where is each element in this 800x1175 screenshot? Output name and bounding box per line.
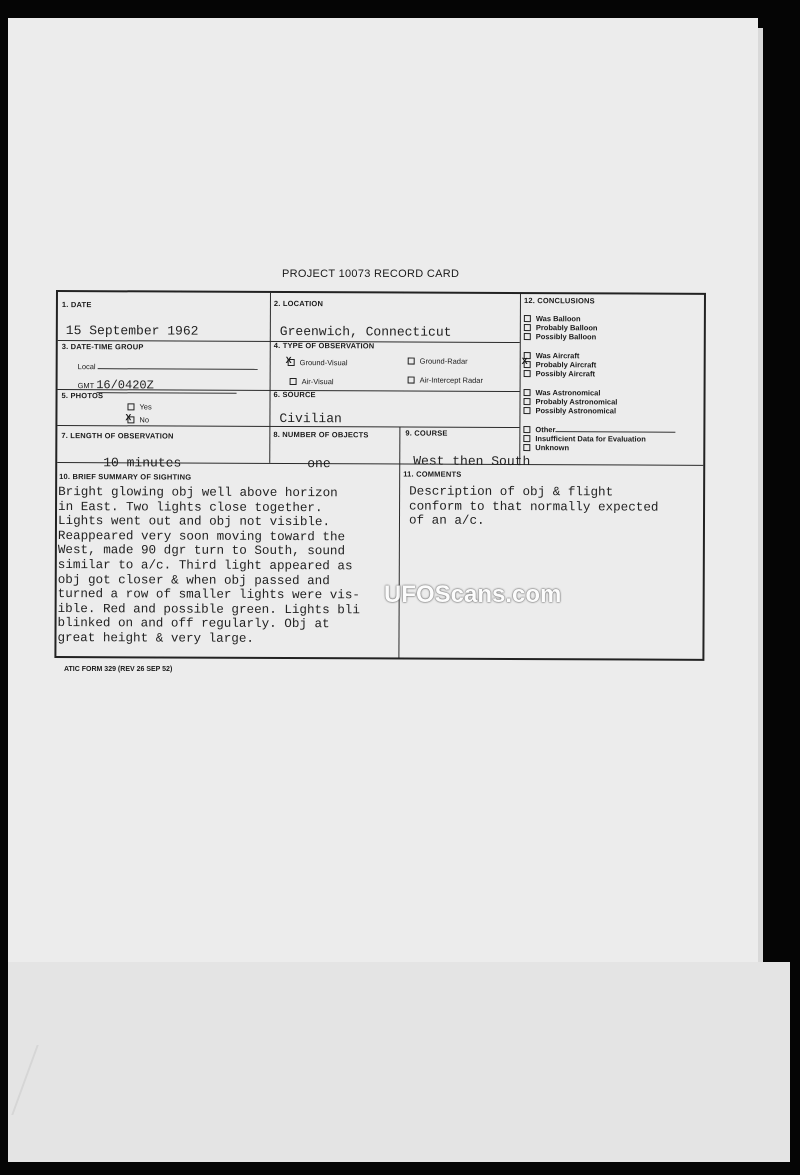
form-number: ATIC FORM 329 (REV 26 SEP 52) <box>64 666 173 673</box>
air-visual-option: Air-Visual <box>290 377 334 386</box>
location-label: 2. LOCATION <box>273 298 324 309</box>
type-label: 4. TYPE OF OBSERVATION <box>273 340 375 351</box>
checkbox-icon <box>523 444 530 451</box>
checkbox-icon <box>523 435 530 442</box>
conclusion-was-astronomical: Was Astronomical <box>524 388 601 397</box>
source-label: 6. SOURCE <box>273 389 316 400</box>
checkbox-icon <box>523 426 530 433</box>
checkbox-icon <box>408 357 415 364</box>
conclusion-probably-astronomical: Probably Astronomical <box>523 397 617 406</box>
checkbox-icon <box>290 378 297 385</box>
ground-radar-option: Ground-Radar <box>408 357 468 366</box>
air-intercept-option: Air-Intercept Radar <box>408 376 483 385</box>
checkbox-checked-icon <box>127 416 134 423</box>
checkbox-icon <box>524 398 531 405</box>
conclusion-possibly-balloon: Possibly Balloon <box>524 332 596 341</box>
course-value: West then South <box>413 453 531 470</box>
length-label: 7. LENGTH OF OBSERVATION <box>61 431 174 441</box>
photos-yes: Yes <box>127 402 151 411</box>
objects-label: 8. NUMBER OF OBJECTS <box>273 429 369 440</box>
date-label: 1. DATE <box>61 300 92 310</box>
comments-text: Description of obj & flight conform to that normally expected of an a/c. <box>408 484 659 529</box>
objects-value: one <box>307 456 331 472</box>
lower-page-strip <box>8 962 790 1162</box>
source-value: Civilian <box>279 410 342 427</box>
location-value: Greenwich, Connecticut <box>279 323 452 340</box>
length-value: 10 minutes <box>103 455 182 471</box>
checkbox-icon <box>524 370 531 377</box>
photos-no: XNo <box>127 415 149 424</box>
local-label: Local <box>77 362 96 372</box>
card-title: PROJECT 10073 RECORD CARD <box>282 268 460 280</box>
conclusion-unknown: Unknown <box>523 443 569 452</box>
checkbox-icon <box>524 324 531 331</box>
conclusion-possibly-aircraft: Possibly Aircraft <box>524 369 595 378</box>
photos-label: 5. PHOTOS <box>61 391 104 401</box>
ground-visual-option: XGround-Visual <box>288 358 348 367</box>
dtg-label: 3. DATE-TIME GROUP <box>61 342 144 352</box>
summary-text: Bright glowing obj well above horizon in East. Two lights close together. Lights went out and obj not visible. Reappeared very soon moving toward the West, made 90 dgr turn to South, sound similar to a/c. Third light appeared as obj got closer & when obj passed and turned a row of smaller lights were vis- ible. Red and possible green. Lights bli blinked on and off regularly. Obj at great height & very large. <box>57 485 361 646</box>
gmt-label: GMT <box>77 381 95 391</box>
local-row <box>78 362 258 372</box>
checkbox-icon <box>127 403 134 410</box>
checkbox-icon <box>524 333 531 340</box>
checkbox-icon <box>408 376 415 383</box>
conclusion-possibly-astronomical: Possibly Astronomical <box>523 406 616 415</box>
watermark: UFOScans.com <box>384 581 562 608</box>
comments-label: 11. COMMENTS <box>403 469 462 479</box>
conclusion-probably-aircraft: XProbably Aircraft <box>524 360 597 369</box>
conclusion-other: Other <box>523 425 675 435</box>
checkbox-icon <box>523 407 530 414</box>
summary-label: 10. BRIEF SUMMARY OF SIGHTING <box>59 472 192 482</box>
checkbox-checked-icon <box>288 359 295 366</box>
checkbox-checked-icon <box>524 361 531 368</box>
conclusion-was-aircraft: Was Aircraft <box>524 351 580 360</box>
gmt-value: 16/0420Z <box>96 378 236 394</box>
course-label: 9. COURSE <box>405 428 448 438</box>
record-card <box>54 290 706 661</box>
checkbox-icon <box>524 315 531 322</box>
conclusions-label: 12. CONCLUSIONS <box>523 296 595 306</box>
conclusion-was-balloon: Was Balloon <box>524 314 581 323</box>
date-value: 15 September 1962 <box>65 323 199 339</box>
conclusion-probably-balloon: Probably Balloon <box>524 323 598 332</box>
checkbox-icon <box>524 389 531 396</box>
conclusion-insufficient-data: Insufficient Data for Evaluation <box>523 434 645 444</box>
